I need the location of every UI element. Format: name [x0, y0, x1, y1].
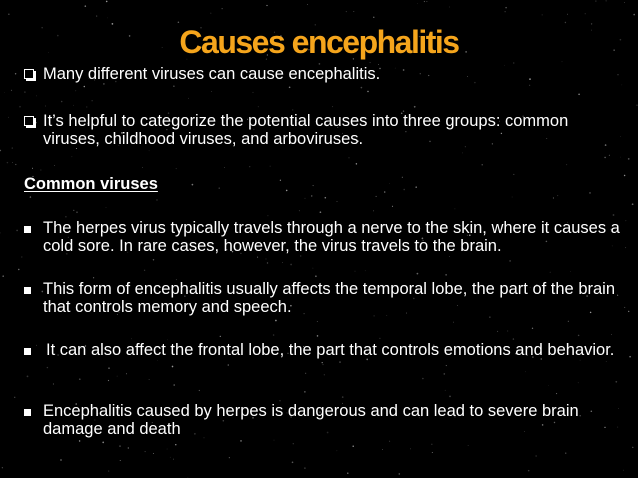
intro-bullet-1	[24, 65, 628, 83]
square-bullet-icon	[24, 280, 31, 298]
checkbox-bullet-icon	[24, 65, 34, 83]
slide-title: Causes encephalitis	[179, 24, 459, 60]
square-bullet-icon	[24, 402, 31, 420]
section-bullet-2	[24, 280, 628, 316]
section-bullet-text: It can also affect the frontal lobe, the part that controls emotions and behavior.	[46, 341, 615, 359]
section-bullet-text: The herpes virus typically travels through a nerve to the skin, where it causes a cold sore. In rare cases, however, the virus travels to the brain.	[43, 219, 620, 255]
intro-bullet-2	[24, 112, 628, 148]
section-bullet-text: This form of encephalitis usually affects the temporal lobe, the part of the brain that controls memory and speech.	[43, 280, 616, 316]
section-bullet-1	[24, 219, 628, 255]
section-heading: Common viruses	[24, 175, 158, 193]
section-bullet-3	[24, 341, 628, 359]
intro-bullet-text: Many different viruses can cause encephalitis.	[43, 65, 381, 83]
intro-bullet-text: It’s helpful to categorize the potential causes into three groups: common viruses, childhood viruses, and arboviruses.	[43, 112, 569, 148]
section-bullet-text: Encephalitis caused by herpes is dangerous and can lead to severe brain damage and death	[43, 402, 579, 438]
section-bullet-4	[24, 402, 628, 438]
square-bullet-icon	[24, 219, 31, 237]
checkbox-bullet-icon	[24, 112, 34, 130]
square-bullet-icon	[24, 341, 31, 359]
